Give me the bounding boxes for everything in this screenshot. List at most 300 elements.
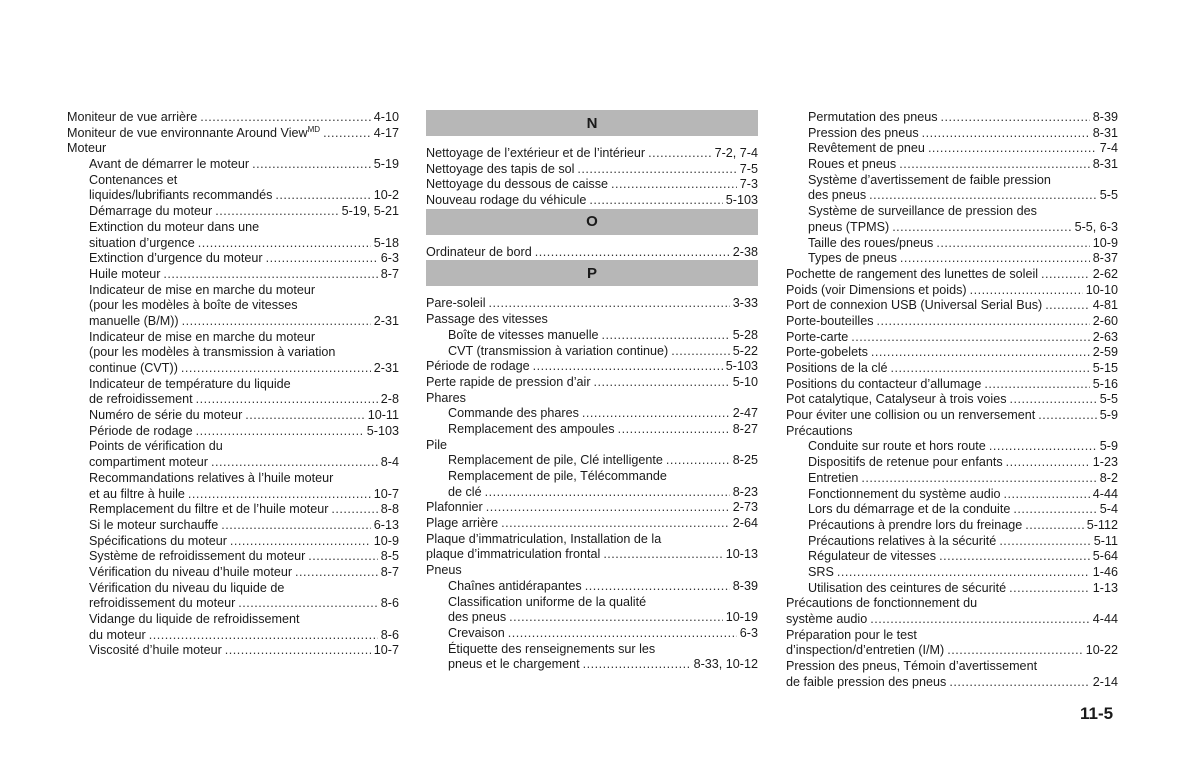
index-entry bbox=[426, 406, 758, 422]
page-reference: 1-23 bbox=[1092, 455, 1118, 470]
index-entry bbox=[786, 549, 1118, 565]
entry-label: (pour les modèles à boîte de vitesses bbox=[89, 298, 298, 313]
page-reference: 5-15 bbox=[1092, 361, 1118, 375]
entry-text bbox=[448, 485, 482, 501]
entry-text bbox=[786, 377, 981, 393]
index-entry bbox=[786, 188, 1118, 204]
entry-text bbox=[426, 245, 532, 261]
entry-label: Système de surveillance de pression des bbox=[808, 204, 1037, 219]
entry-label: Plage arrière bbox=[426, 516, 499, 531]
page-reference: 2-38 bbox=[732, 244, 758, 259]
entry-text bbox=[786, 361, 888, 377]
index-entry bbox=[786, 424, 1118, 440]
page-reference: 5-4 bbox=[1099, 502, 1118, 517]
page-reference: 2-73 bbox=[732, 500, 758, 515]
entry-label: Indicateur de mise en marche du moteur bbox=[89, 329, 316, 344]
page-reference: 2-59 bbox=[1092, 345, 1118, 360]
entry-label: Spécifications du moteur bbox=[89, 533, 227, 548]
entry-text bbox=[426, 516, 498, 532]
index-entry bbox=[786, 659, 1118, 675]
superscript-mark: MD bbox=[307, 124, 321, 134]
dot-leader bbox=[999, 534, 1090, 550]
entry-text bbox=[786, 345, 868, 361]
dot-leader bbox=[196, 424, 364, 440]
index-entry bbox=[426, 642, 758, 658]
entry-label: Avant de démarrer le moteur bbox=[89, 157, 250, 172]
page-reference: 5-16 bbox=[1092, 376, 1118, 391]
dot-leader bbox=[892, 220, 1071, 236]
dot-leader bbox=[939, 549, 1090, 565]
entry-text bbox=[89, 251, 263, 267]
entry-label: Taille des roues/pneus bbox=[808, 235, 934, 250]
dot-leader bbox=[877, 314, 1090, 330]
index-entry bbox=[67, 408, 399, 424]
entry-label: Nouveau rodage du véhicule bbox=[426, 193, 587, 208]
entry-label: SRS bbox=[808, 564, 834, 579]
entry-label: et au filtre à huile bbox=[89, 486, 185, 501]
page-reference: 8-33, 10-12 bbox=[693, 657, 758, 672]
page-reference: 5-103 bbox=[725, 359, 758, 374]
index-entry bbox=[67, 345, 399, 361]
page-reference: 7-4 bbox=[1099, 141, 1118, 156]
page-reference: 7-2, 7-4 bbox=[714, 146, 758, 160]
entry-label: Passage des vitesses bbox=[426, 312, 548, 327]
page-reference: 7-3 bbox=[739, 177, 758, 192]
entry-text bbox=[89, 487, 185, 503]
dot-leader bbox=[989, 439, 1097, 455]
page-reference: 5-28 bbox=[732, 327, 758, 342]
dot-leader bbox=[1013, 502, 1096, 518]
dot-leader bbox=[163, 267, 377, 283]
entry-text bbox=[786, 659, 1037, 673]
dot-leader bbox=[181, 361, 371, 377]
entry-label: du moteur bbox=[89, 627, 146, 642]
index-entry bbox=[786, 236, 1118, 252]
index-entry bbox=[786, 330, 1118, 346]
dot-leader bbox=[1009, 581, 1090, 597]
entry-text bbox=[808, 157, 896, 173]
entry-label: situation d’urgence bbox=[89, 235, 195, 250]
entry-text bbox=[448, 626, 505, 642]
entry-text bbox=[448, 579, 582, 595]
page-reference: 3-33 bbox=[732, 296, 758, 311]
dot-leader bbox=[583, 657, 691, 673]
entry-label: Poids (voir Dimensions et poids) bbox=[786, 282, 967, 297]
index-entry bbox=[786, 141, 1118, 157]
index-entry bbox=[786, 220, 1118, 236]
entry-text bbox=[786, 675, 946, 691]
page-reference: 6-3 bbox=[739, 625, 758, 640]
dot-leader bbox=[618, 422, 730, 438]
entry-text bbox=[448, 453, 663, 469]
index-entry bbox=[426, 162, 758, 178]
index-entry bbox=[426, 146, 758, 162]
index-entry bbox=[67, 141, 399, 157]
entry-text bbox=[89, 424, 193, 440]
dot-leader bbox=[245, 408, 364, 424]
page-reference: 8-27 bbox=[732, 421, 758, 436]
dot-leader bbox=[331, 502, 377, 518]
index-entry bbox=[786, 173, 1118, 189]
index-entry bbox=[67, 188, 399, 204]
entry-text bbox=[89, 157, 249, 173]
dot-leader bbox=[671, 344, 730, 360]
dot-leader bbox=[648, 146, 711, 162]
entry-text bbox=[426, 162, 574, 178]
dot-leader bbox=[508, 626, 737, 642]
entry-text bbox=[786, 408, 1035, 424]
entry-label: Indicateur de température du liquide bbox=[89, 376, 291, 391]
entry-label: Permutation des pneus bbox=[808, 110, 938, 124]
index-entry bbox=[67, 455, 399, 471]
index-entry bbox=[786, 487, 1118, 503]
index-entry bbox=[786, 267, 1118, 283]
entry-label: Numéro de série du moteur bbox=[89, 408, 243, 423]
dot-leader bbox=[308, 549, 378, 565]
index-entry bbox=[67, 267, 399, 283]
entry-label: pneus et le chargement bbox=[448, 657, 580, 672]
dot-leader bbox=[198, 236, 371, 252]
page-reference: 5-22 bbox=[732, 343, 758, 358]
page-reference: 2-31 bbox=[373, 313, 399, 328]
entry-text bbox=[426, 177, 608, 193]
page-reference: 1-13 bbox=[1092, 580, 1118, 595]
index-entry bbox=[67, 518, 399, 534]
page-reference: 10-9 bbox=[373, 533, 399, 548]
index-entry bbox=[786, 596, 1118, 612]
index-entry bbox=[786, 518, 1118, 534]
index-entry bbox=[67, 487, 399, 503]
entry-text bbox=[426, 532, 661, 546]
page-reference: 5-10 bbox=[732, 374, 758, 389]
entry-text bbox=[808, 534, 996, 550]
dot-leader bbox=[594, 375, 730, 391]
entry-text bbox=[448, 422, 615, 438]
dot-leader bbox=[200, 110, 371, 126]
page-reference: 8-31 bbox=[1092, 157, 1118, 172]
index-entry bbox=[67, 157, 399, 173]
dot-leader bbox=[861, 471, 1096, 487]
entry-text bbox=[89, 283, 315, 297]
entry-text bbox=[89, 330, 315, 344]
page-reference: 4-17 bbox=[373, 125, 399, 140]
entry-label: Vérification du niveau d’huile moteur bbox=[89, 564, 293, 579]
entry-label: continue (CVT)) bbox=[89, 361, 178, 375]
page-reference: 2-64 bbox=[732, 516, 758, 531]
page-reference: 5-5 bbox=[1099, 188, 1118, 203]
entry-label: Vérification du niveau du liquide de bbox=[89, 580, 285, 595]
index-entry bbox=[786, 283, 1118, 299]
dot-leader bbox=[196, 392, 378, 408]
index-entry bbox=[67, 173, 399, 189]
page-reference: 8-25 bbox=[732, 453, 758, 468]
entry-label: liquides/lubrifiants recommandés bbox=[89, 188, 273, 203]
page-reference: 10-7 bbox=[373, 486, 399, 501]
entry-text bbox=[786, 330, 848, 346]
page-reference: 2-62 bbox=[1092, 266, 1118, 281]
entry-label: Porte-gobelets bbox=[786, 345, 868, 360]
index-entry bbox=[426, 359, 758, 375]
index-entry bbox=[426, 438, 758, 454]
page-reference: 5-19 bbox=[373, 157, 399, 172]
entry-label: Régulateur de vitesses bbox=[808, 549, 937, 564]
entry-text bbox=[808, 188, 866, 204]
entry-label: Boîte de vitesses manuelle bbox=[448, 327, 599, 342]
index-entry bbox=[67, 110, 399, 126]
entry-label: Nettoyage des tapis de sol bbox=[426, 161, 575, 176]
entry-text bbox=[426, 547, 600, 563]
dot-leader bbox=[936, 236, 1089, 252]
entry-label: Vidange du liquide de refroidissement bbox=[89, 612, 300, 626]
entry-label: plaque d’immatriculation frontal bbox=[426, 547, 601, 562]
entry-text bbox=[89, 502, 328, 518]
entry-text bbox=[89, 188, 272, 204]
index-entry bbox=[67, 392, 399, 408]
dot-leader bbox=[970, 283, 1083, 299]
entry-text bbox=[89, 298, 298, 312]
entry-label: Précautions bbox=[786, 423, 853, 438]
entry-text bbox=[426, 500, 483, 516]
page-reference: 2-60 bbox=[1092, 313, 1118, 328]
index-entry bbox=[786, 643, 1118, 659]
page-reference: 10-7 bbox=[373, 643, 399, 658]
entry-label: des pneus bbox=[448, 610, 507, 625]
dot-leader bbox=[1038, 408, 1097, 424]
index-entry bbox=[786, 581, 1118, 597]
entry-text bbox=[426, 146, 645, 162]
entry-text bbox=[426, 193, 586, 209]
entry-label: Période de rodage bbox=[426, 359, 530, 374]
entry-text bbox=[808, 471, 858, 487]
index-entry bbox=[786, 439, 1118, 455]
dot-leader bbox=[1045, 298, 1090, 314]
index-entry bbox=[67, 549, 399, 565]
dot-leader bbox=[851, 330, 1089, 346]
page-reference: 1-46 bbox=[1092, 564, 1118, 579]
entry-label: Crevaison bbox=[448, 625, 505, 640]
index-entry bbox=[67, 251, 399, 267]
dot-leader bbox=[947, 643, 1083, 659]
entry-text bbox=[426, 296, 486, 312]
entry-label: Entretien bbox=[808, 470, 859, 485]
index-entry bbox=[786, 565, 1118, 581]
dot-leader bbox=[275, 188, 370, 204]
entry-label: Période de rodage bbox=[89, 423, 193, 438]
dot-leader bbox=[295, 565, 378, 581]
page-reference: 8-4 bbox=[380, 455, 399, 470]
entry-label: Porte-bouteilles bbox=[786, 313, 874, 328]
entry-text bbox=[786, 424, 853, 438]
entry-label: Moniteur de vue environnante Around View bbox=[67, 125, 308, 140]
entry-label: de faible pression des pneus bbox=[786, 674, 947, 689]
entry-label: Conduite sur route et hors route bbox=[808, 439, 986, 454]
entry-text bbox=[448, 469, 667, 483]
page-reference: 8-8 bbox=[380, 502, 399, 517]
page-reference: 8-39 bbox=[1092, 110, 1118, 124]
entry-label: Pour éviter une collision ou un renversement bbox=[786, 408, 1036, 423]
dot-leader bbox=[949, 675, 1089, 691]
entry-text bbox=[89, 471, 333, 485]
index-entry bbox=[67, 565, 399, 581]
entry-text bbox=[67, 126, 320, 142]
entry-text bbox=[89, 392, 193, 408]
page-reference: 5-9 bbox=[1099, 439, 1118, 454]
index-entry bbox=[786, 157, 1118, 173]
entry-label: CVT (transmission à variation continue) bbox=[448, 343, 669, 358]
index-entry bbox=[426, 626, 758, 642]
entry-label: Lors du démarrage et de la conduite bbox=[808, 502, 1011, 517]
index-entry bbox=[426, 516, 758, 532]
entry-text bbox=[426, 438, 447, 452]
entry-label: Précautions relatives à la sécurité bbox=[808, 533, 997, 548]
dot-leader bbox=[215, 204, 338, 220]
entry-label: Pneus bbox=[426, 563, 462, 578]
dot-leader bbox=[585, 579, 730, 595]
entry-label: Démarrage du moteur bbox=[89, 204, 213, 219]
index-entry bbox=[426, 547, 758, 563]
dot-leader bbox=[577, 162, 736, 178]
index-entry bbox=[67, 534, 399, 550]
entry-text bbox=[786, 283, 967, 299]
entry-text bbox=[89, 643, 222, 659]
entry-label: Précautions à prendre lors du freinage bbox=[808, 517, 1023, 532]
page-reference: 10-11 bbox=[367, 408, 399, 423]
entry-text bbox=[89, 455, 208, 471]
dot-leader bbox=[1006, 455, 1090, 471]
index-entry bbox=[67, 283, 399, 299]
index-entry bbox=[426, 579, 758, 595]
page-reference: 5-103 bbox=[725, 193, 758, 208]
entry-label: manuelle (B/M)) bbox=[89, 313, 179, 328]
entry-text bbox=[426, 359, 530, 375]
dot-leader bbox=[871, 345, 1090, 361]
section-letter-header: P bbox=[426, 260, 758, 286]
index-entry bbox=[426, 391, 758, 407]
entry-label: Pochette de rangement des lunettes de soleil bbox=[786, 266, 1039, 281]
entry-text bbox=[89, 565, 292, 581]
entry-text bbox=[808, 487, 1001, 503]
entry-label: système audio bbox=[786, 612, 868, 626]
entry-text bbox=[808, 236, 933, 252]
index-entry bbox=[786, 534, 1118, 550]
entry-label: Ordinateur de bord bbox=[426, 244, 532, 259]
entry-label: Porte-carte bbox=[786, 329, 849, 344]
page-reference: 5-5 bbox=[1099, 392, 1118, 407]
entry-text bbox=[786, 596, 977, 610]
entry-text bbox=[786, 298, 1042, 314]
entry-text bbox=[89, 534, 227, 550]
page-reference: 8-39 bbox=[732, 578, 758, 593]
page-reference: 5-5, 6-3 bbox=[1074, 219, 1118, 234]
entry-text bbox=[808, 141, 925, 157]
index-entry bbox=[786, 251, 1118, 267]
index-entry bbox=[786, 204, 1118, 220]
dot-leader bbox=[941, 110, 1090, 126]
dot-leader bbox=[211, 455, 378, 471]
index-entry bbox=[786, 298, 1118, 314]
entry-label: Chaînes antidérapantes bbox=[448, 578, 582, 593]
entry-text bbox=[808, 110, 938, 126]
entry-text bbox=[426, 312, 548, 326]
entry-text bbox=[808, 518, 1022, 534]
entry-text bbox=[808, 581, 1006, 597]
index-entry bbox=[426, 245, 758, 261]
entry-text bbox=[786, 612, 867, 628]
entry-label: Nettoyage de l’extérieur et de l’intérieur bbox=[426, 146, 646, 160]
dot-leader bbox=[582, 406, 730, 422]
page-reference: 8-31 bbox=[1092, 125, 1118, 140]
dot-leader bbox=[489, 296, 730, 312]
index-entry bbox=[67, 502, 399, 518]
entry-text bbox=[89, 518, 218, 534]
index-entry bbox=[67, 361, 399, 377]
entry-text bbox=[808, 251, 897, 267]
entry-label: Positions du contacteur d’allumage bbox=[786, 376, 982, 391]
dot-leader bbox=[611, 177, 737, 193]
entry-label: Indicateur de mise en marche du moteur bbox=[89, 282, 316, 297]
page-reference: 8-37 bbox=[1092, 251, 1118, 266]
entry-text bbox=[89, 236, 195, 252]
index-entry bbox=[426, 296, 758, 312]
index-entry bbox=[426, 453, 758, 469]
index-entry bbox=[67, 220, 399, 236]
entry-text bbox=[808, 439, 986, 455]
index-entry bbox=[67, 298, 399, 314]
entry-label: de refroidissement bbox=[89, 392, 193, 407]
page-reference: 5-18 bbox=[373, 235, 399, 250]
entry-text bbox=[808, 173, 1051, 187]
entry-text bbox=[89, 204, 212, 220]
index-entry bbox=[786, 377, 1118, 393]
index-column-1 bbox=[67, 110, 399, 659]
entry-label: Remplacement du filtre et de l’huile moteur bbox=[89, 502, 329, 517]
entry-text bbox=[448, 406, 579, 422]
entry-label: Moteur bbox=[67, 141, 107, 156]
page-reference: 10-2 bbox=[373, 188, 399, 203]
entry-label: Plafonnier bbox=[426, 500, 483, 515]
page-reference: 4-44 bbox=[1092, 486, 1118, 501]
index-entry bbox=[426, 344, 758, 360]
entry-label: Points de vérification du bbox=[89, 439, 223, 454]
page-reference: 4-44 bbox=[1092, 612, 1118, 626]
index-entry bbox=[67, 314, 399, 330]
index-entry bbox=[786, 675, 1118, 691]
entry-label: Dispositifs de retenue pour enfants bbox=[808, 455, 1003, 470]
entry-text bbox=[448, 610, 506, 626]
page-reference: 5-112 bbox=[1086, 517, 1118, 532]
index-entry bbox=[67, 236, 399, 252]
entry-label: Contenances et bbox=[89, 172, 178, 187]
entry-text bbox=[89, 408, 242, 424]
dot-leader bbox=[533, 359, 723, 375]
entry-label: Commande des phares bbox=[448, 406, 579, 421]
dot-leader bbox=[891, 361, 1090, 377]
entry-text bbox=[448, 328, 599, 344]
dot-leader bbox=[509, 610, 723, 626]
entry-label: (pour les modèles à transmission à variation bbox=[89, 345, 336, 360]
entry-text bbox=[786, 392, 1007, 408]
entry-label: Pression des pneus, Témoin d’avertissement bbox=[786, 659, 1038, 674]
index-entry bbox=[786, 314, 1118, 330]
index-entry bbox=[426, 532, 758, 548]
dot-leader bbox=[602, 328, 730, 344]
entry-text bbox=[426, 563, 462, 577]
entry-text bbox=[426, 391, 466, 405]
entry-text bbox=[786, 628, 917, 642]
entry-label: Roues et pneus bbox=[808, 157, 897, 172]
entry-label: Port de connexion USB (Universal Serial Bus) bbox=[786, 298, 1043, 313]
index-entry bbox=[426, 375, 758, 391]
